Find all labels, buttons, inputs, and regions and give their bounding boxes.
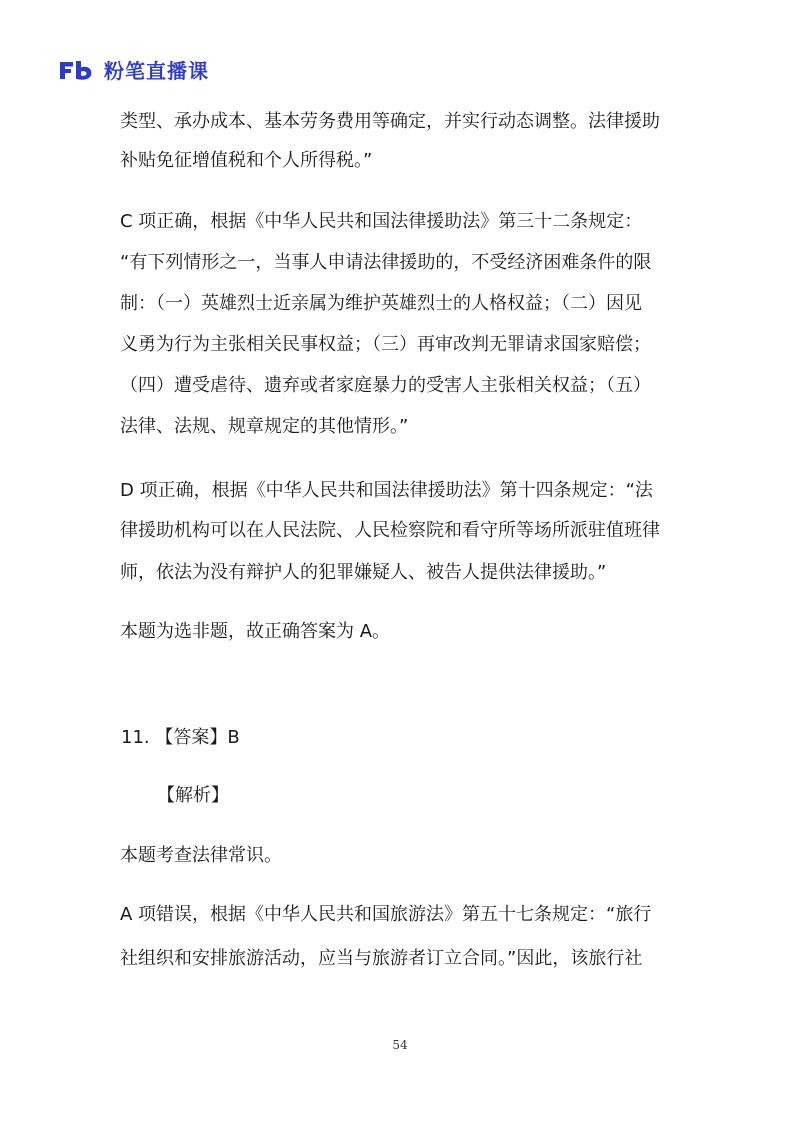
fenbi-logo-icon [58, 59, 96, 81]
body-line-1: 类型、承办成本、基本劳务费用等确定，并实行动态调整。法律援助 [120, 111, 660, 132]
body-line-5: 制：（一）英雄烈士近亲属为维护英雄烈士的人格权益；（二）因见 [120, 293, 642, 314]
body-line-13: 本题考查法律常识。 [120, 845, 282, 866]
body-line-2: 补贴免征增值税和个人所得税。” [120, 150, 373, 171]
logo-text: 粉笔直播课 [104, 59, 209, 83]
body-line-6: 义勇为行为主张相关民事权益；（三）再审改判无罪请求国家赔偿； [120, 334, 651, 355]
body-line-4: “有下列情形之一，当事人申请法律援助的，不受经济困难条件的限 [120, 252, 652, 273]
body-line-3: C 项正确，根据《中华人民共和国法律援助法》第三十二条规定： [120, 211, 643, 232]
logo [58, 55, 209, 84]
body-line-9: D 项正确，根据《中华人民共和国法律援助法》第十四条规定：“法 [120, 480, 653, 501]
page-number: 54 [392, 1038, 408, 1052]
body-line-7: （四）遭受虐待、遗弃或者家庭暴力的受害人主张相关权益；（五） [120, 375, 651, 396]
answer-heading: 11. 【答案】B [121, 727, 240, 748]
analysis-heading: 【解析】 [157, 785, 229, 806]
body-line-15: 社组织和安排旅游活动，应当与旅游者订立合同。”因此，该旅行社 [120, 948, 643, 969]
body-line-14: A 项错误，根据《中华人民共和国旅游法》第五十七条规定：“旅行 [120, 904, 652, 925]
body-line-8: 法律、法规、规章规定的其他情形。” [120, 416, 409, 437]
body-line-11: 师，依法为没有辩护人的犯罪嫌疑人、被告人提供法律援助。” [120, 562, 607, 583]
body-line-12: 本题为选非题，故正确答案为 A。 [120, 621, 391, 642]
body-line-10: 律援助机构可以在人民法院、人民检察院和看守所等场所派驻值班律 [120, 520, 660, 541]
